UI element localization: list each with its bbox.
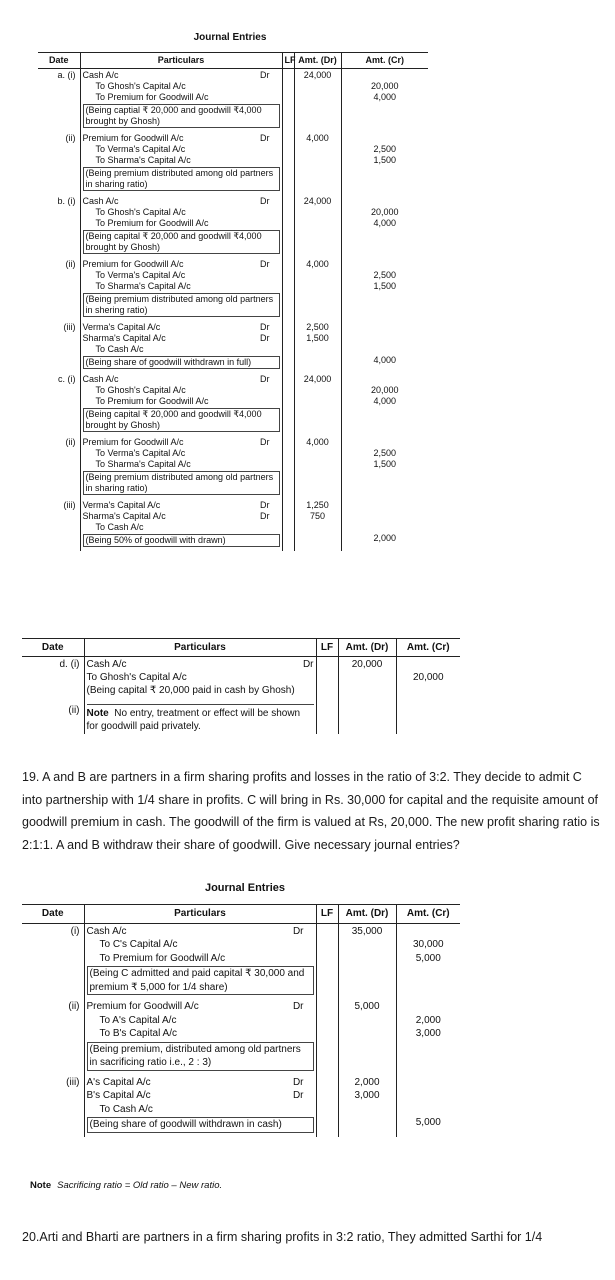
entry-line [83,270,280,281]
cr-value: 20,000 [370,385,399,395]
col-amt-dr: Amt. (Dr) [294,53,341,69]
lf-cell [282,499,294,551]
entry-particulars [80,132,282,195]
narration: (Being capital ₹ 20,000 and goodwill ₹4,000 brought by Ghosh) [83,408,280,432]
sacrificing-ratio-note [30,1180,222,1191]
dr-marker: Dr [260,322,270,332]
col-amt-dr: Amt. (Dr) [338,639,396,657]
table-row [38,69,428,133]
table3-title: Journal Entries [204,882,286,894]
note-label: Note [30,1180,52,1191]
cr-value [399,1089,459,1103]
line-text: Premium for Goodwill A/c [82,259,184,269]
table3-body [22,923,460,1137]
line-text: A's Capital A/c [86,1076,151,1088]
question-20: 20.Arti and Bharti are partners in a firm sharing profits in 3:2 ratio, They admitted Sarthi for 1/4 [22,1230,543,1244]
journal-table-3 [22,904,460,1137]
narration: (Being premium, distributed among old partners in sacrificing ratio i.e., 2 : 3) [87,1042,314,1071]
entry-date: (iii) [63,500,76,510]
line-text: To Verma's Capital A/c [95,144,186,154]
line-text: To Premium for Goodwill A/c [95,92,209,102]
cr-value [344,522,427,533]
dr-marker: Dr [292,925,304,937]
table-row [22,657,460,699]
entry-particulars [84,923,316,999]
amount-dr [294,499,341,551]
line-text: To B's Capital A/c [99,1028,177,1039]
amount-dr [294,321,341,373]
entry-date: (ii) [65,133,76,143]
col-particulars: Particulars [80,53,282,69]
amount-dr [294,69,341,133]
entry-date: (ii) [68,1001,80,1012]
narration: (Being 50% of goodwill with drawn) [83,534,280,547]
dr-marker: Dr [260,196,270,206]
table-row [22,923,460,999]
table-row [38,499,428,551]
entry-line [83,218,280,229]
cr-value: 1,500 [373,459,397,469]
entry-line [83,396,280,407]
cr-value: 2,500 [373,448,397,458]
cr-value: 1,500 [373,281,397,291]
dr-value: 1,500 [306,333,329,343]
entry-line [87,938,314,952]
line-text: Cash A/c [82,196,119,206]
entry-line [83,459,280,470]
narration: (Being premium distributed among old partners in sharing ratio) [83,471,280,495]
col-particulars: Particulars [84,905,316,924]
spacer [344,133,427,144]
lf-cell [282,132,294,195]
entry-date: (iii) [66,1076,80,1088]
entry-line [87,952,314,966]
cr-value: 20,000 [370,81,399,91]
amount-cr [341,258,428,321]
cr-value: 30,000 [412,939,444,950]
spacer [344,259,427,270]
line-text: Sharma's Capital A/c [82,511,166,521]
col-amt-cr: Amt. (Cr) [396,639,460,657]
cr-value: 4,000 [373,218,397,228]
entry-line [83,437,280,448]
table-row [38,373,428,436]
dr-value: 35,000 [351,925,383,937]
line-text: Cash A/c [86,659,127,670]
cr-value [344,333,427,344]
narration: (Being capital ₹ 20,000 paid in cash by Ghosh) [86,685,295,696]
col-date: Date [22,639,84,657]
dr-marker: Dr [292,1076,304,1088]
spacer [399,1000,459,1014]
journal-table-1 [38,52,428,551]
lf-cell [282,436,294,499]
cr-value [344,511,427,522]
entry-line [83,500,280,511]
cr-value: 5,000 [415,952,441,964]
question-19: 19. A and B are partners in a firm sharing profits and losses in the ratio of 3:2. They decide to admit C into partnership with 1/4 share in profits. C will bring in Rs. 30,000 for capital and the requisite amount of goodwill premium in cash. The goodwill of the firm is valued at Rs, 20,000. The new profit sharing ratio is 2:1:1. A and B withdraw their share of goodwill. Give necessary journal entries? [22,770,600,852]
entry-particulars [80,258,282,321]
col-amt-dr: Amt. (Dr) [338,905,396,924]
dr-marker: Dr [260,500,270,510]
dr-value: 4,000 [306,133,329,143]
amount-cr [341,436,428,499]
amount-dr [338,999,396,1075]
line-text: To Sharma's Capital A/c [95,281,191,291]
line-text: B's Capital A/c [86,1090,151,1101]
amount-cr [341,195,428,258]
cr-value: 2,500 [373,270,397,280]
line-text: To Cash A/c [95,522,144,532]
amount-cr [341,499,428,551]
entry-line [87,1089,314,1103]
dr-value: 4,000 [306,437,329,447]
entry-date: (ii) [68,705,80,716]
amount-dr [294,258,341,321]
amount-cr [396,999,460,1075]
table-row [22,698,460,734]
entry-line [83,344,280,355]
dr-value: 1,250 [306,500,329,510]
entry-line [83,81,280,92]
spacer [344,437,427,448]
lf-cell [282,321,294,373]
col-particulars: Particulars [84,639,316,657]
line-text: To Cash A/c [99,1103,153,1115]
line-text: To Verma's Capital A/c [95,270,186,280]
entry-line [83,333,280,344]
spacer [399,1076,459,1090]
entry-line [83,207,280,218]
entry-particulars [80,321,282,373]
narration: (Being share of goodwill withdrawn in full) [83,356,280,369]
entry-line [87,1076,314,1090]
entry-line [87,1103,314,1117]
entry-line [83,133,280,144]
table-row [38,132,428,195]
spacer [344,322,427,333]
dr-value: 2,000 [354,1076,380,1088]
cr-value: 1,500 [373,155,397,165]
amount-cr [396,923,460,999]
narration: (Being share of goodwill withdrawn in cash) [87,1117,314,1133]
col-date: Date [38,53,80,69]
narration: (Being C admitted and paid capital ₹ 30,000 and premium ₹ 5,000 for 1/4 share) [87,966,314,995]
entry-particulars [80,436,282,499]
amount-dr [294,195,341,258]
narration: (Being capital ₹ 20,000 and goodwill ₹4,000 brought by Ghosh) [83,230,280,254]
entry-particulars [80,195,282,258]
col-amt-cr: Amt. (Cr) [341,53,428,69]
narration: (Being premium distributed among old partners in sharing ratio) [83,167,280,191]
col-date: Date [22,905,84,924]
line-text: To Ghosh's Capital A/c [95,81,186,91]
note-text: Sacrificing ratio = Old ratio – New ratio. [57,1180,223,1191]
lf-cell [316,1075,338,1137]
dr-marker: Dr [260,70,270,80]
cr-value: 20,000 [370,207,399,217]
line-text: To Sharma's Capital A/c [95,459,191,469]
amount-dr [294,132,341,195]
amount-cr [341,69,428,133]
cr-value: 5,000 [415,1117,441,1128]
entry-line [87,1014,314,1028]
table-row [22,999,460,1075]
dr-value: 4,000 [306,259,329,269]
dr-marker: Dr [260,374,270,384]
entry-line [87,925,314,939]
entry-date: a. (i) [57,70,76,80]
entry-date: (ii) [65,437,76,447]
cr-value: 2,000 [373,533,397,543]
entry-particulars [80,499,282,551]
entry-particulars [84,999,316,1075]
entry-line [83,259,280,270]
entry-particulars [80,373,282,436]
dr-marker: Dr [292,1090,304,1101]
dr-value: 3,000 [354,1090,380,1101]
dr-value: 5,000 [354,1001,380,1012]
entry-line [83,374,280,385]
table1-body [38,69,428,552]
dr-value: 24,000 [303,374,332,384]
line-text: To Ghosh's Capital A/c [95,385,186,395]
cr-value: 2,500 [373,144,397,154]
dr-marker: Dr [292,1001,304,1012]
entry-line [87,1027,314,1041]
dr-marker: Dr [260,333,270,343]
amount-dr [338,1075,396,1137]
line-text: Premium for Goodwill A/c [82,133,184,143]
table-row [38,195,428,258]
lf-cell [282,69,294,133]
entry-note: Note No entry, treatment or effect will be shown for goodwill paid privately. [84,698,316,734]
entry-line [83,70,280,81]
cr-value [399,1103,459,1117]
dr-marker: Dr [260,511,270,521]
entry-date: (iii) [63,322,76,332]
lf-cell [282,258,294,321]
entry-line [83,322,280,333]
dr-value: 24,000 [303,70,332,80]
cr-value [344,344,427,355]
line-text: To Premium for Goodwill A/c [95,396,209,406]
entry-date: b. (i) [57,196,76,206]
dr-marker: Dr [302,659,314,670]
cr-value: 4,000 [373,396,397,406]
line-text: To Verma's Capital A/c [95,448,186,458]
entry-line [83,196,280,207]
col-lf: LF [316,905,338,924]
table-row [38,321,428,373]
amount-dr [338,923,396,999]
entry-line [83,385,280,396]
line-text: To Ghosh's Capital A/c [86,672,187,683]
entry-date: c. (i) [58,374,76,384]
dr-value: 750 [309,511,326,521]
lf-cell [316,999,338,1075]
entry-particulars [80,69,282,133]
line-text: Sharma's Capital A/c [82,333,166,343]
line-text: Premium for Goodwill A/c [82,437,184,447]
entry-line [87,1000,314,1014]
amount-cr [341,132,428,195]
line-text: Cash A/c [82,70,119,80]
cr-value: 3,000 [415,1028,441,1039]
journal-table-2 [22,638,460,734]
spacer [344,374,427,385]
entry-line [83,522,280,533]
entry-line [83,92,280,103]
dr-marker: Dr [260,437,270,447]
table-row [38,258,428,321]
line-text: Verma's Capital A/c [82,322,161,332]
amount-cr [396,1075,460,1137]
spacer [344,196,427,207]
line-text: To Sharma's Capital A/c [95,155,191,165]
entry-line [83,144,280,155]
dr-marker: Dr [260,259,270,269]
line-text: To C's Capital A/c [99,939,178,950]
entry-date: (ii) [65,259,76,269]
col-amt-cr: Amt. (Cr) [396,905,460,924]
entry-particulars [84,1075,316,1137]
col-lf: LF [282,53,294,69]
lf-cell [316,923,338,999]
spacer [399,925,459,939]
amount-dr [294,436,341,499]
dr-value: 24,000 [303,196,332,206]
amount-dr: 20,000 [338,657,396,699]
entry-line [83,155,280,166]
entry-line [83,281,280,292]
col-lf: LF [316,639,338,657]
amount-cr: 20,000 [412,672,444,683]
line-text: Verma's Capital A/c [82,500,161,510]
lf-cell [282,195,294,258]
entry-particulars [84,657,316,699]
entry-line [83,448,280,459]
line-text: To Ghosh's Capital A/c [95,207,186,217]
dr-value: 2,500 [306,322,329,332]
table-row [22,1075,460,1137]
cr-value: 4,000 [373,355,397,365]
dr-marker: Dr [260,133,270,143]
narration: (Being captial ₹ 20,000 and goodwill ₹4,000 brought by Ghosh) [83,104,280,128]
spacer [344,70,427,81]
line-text: To Premium for Goodwill A/c [95,218,209,228]
line-text: To A's Capital A/c [99,1014,177,1026]
amount-cr [341,373,428,436]
line-text: To Cash A/c [95,344,144,354]
narration: (Being premium distributed among old partners in shering ratio) [83,293,280,317]
table-row [38,436,428,499]
entry-line [83,511,280,522]
line-text: Cash A/c [82,374,119,384]
amount-dr [294,373,341,436]
spacer [344,500,427,511]
entry-date: (i) [70,925,80,937]
line-text: To Premium for Goodwill A/c [99,952,226,964]
entry-date: d. (i) [59,659,80,670]
cr-value: 2,000 [415,1014,441,1026]
cr-value: 4,000 [373,92,397,102]
line-text: Premium for Goodwill A/c [86,1001,199,1012]
line-text: Cash A/c [86,925,127,937]
lf-cell [282,373,294,436]
table1-title: Journal Entries [193,32,267,43]
amount-cr [341,321,428,373]
